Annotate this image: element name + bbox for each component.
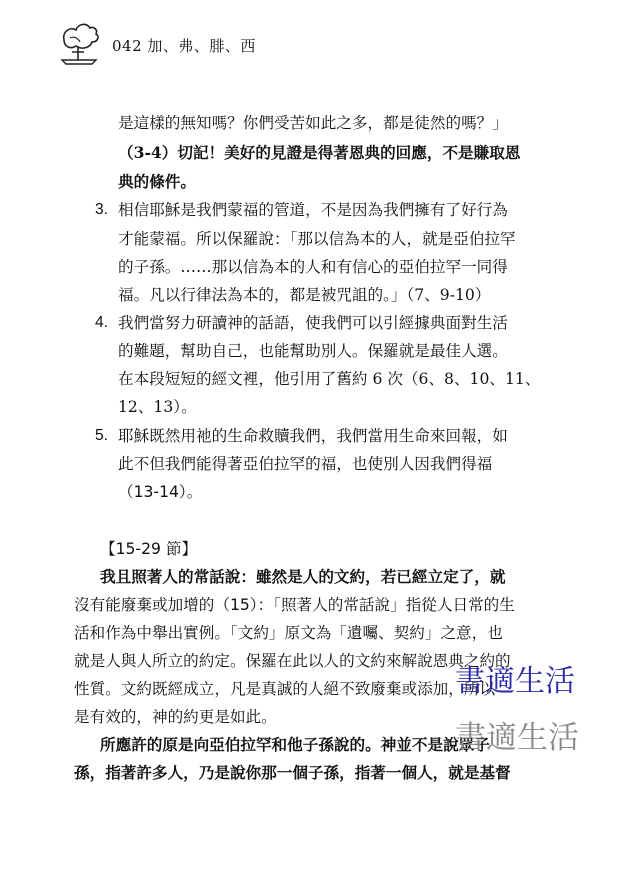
text-line: 的難題，幫助自己，也能幫助別人。保羅就是最佳人選。	[118, 342, 508, 360]
page-header	[56, 20, 256, 66]
list-number: 5.	[95, 427, 109, 444]
text-line: （3-4）切記！美好的見證是得著恩典的回應，不是賺取恩	[118, 143, 521, 162]
text-line: 此不但我們能得著亞伯拉罕的福，也使別人因我們得福	[118, 455, 493, 473]
dove-cross-logo	[56, 20, 102, 66]
section-heading: 【15-29 節】	[100, 540, 198, 558]
text-line: 是有效的，神的約更是如此。	[74, 708, 277, 726]
text-line: 典的條件。	[118, 172, 196, 191]
text-line: 我們當努力研讀神的話語，使我們可以引經據典面對生活	[118, 314, 508, 332]
text-line: 在本段短短的經文裡，他引用了舊約 6 次（6、8、10、11、	[118, 370, 541, 388]
text-line: 耶穌既然用祂的生命救贖我們，我們當用生命來回報，如	[118, 427, 508, 445]
watermark-gray: 書適生活	[455, 720, 579, 756]
text-line: 12、13）。	[118, 398, 197, 416]
list-number: 4.	[95, 314, 109, 331]
text-line: 沒有能廢棄或加增的（15）：「照著人的常話說」指從人日常的生	[74, 596, 515, 614]
text-line: 我且照著人的常話說：雖然是人的文約，若已經立定了，就	[100, 567, 506, 586]
text-line: 相信耶穌是我們蒙福的管道，不是因為我們擁有了好行為	[118, 201, 508, 219]
text-line: 福。凡以行律法為本的，都是被咒詛的。」（7、9-10）	[118, 286, 491, 304]
text-line: 活和作為中舉出實例。「文約」原文為「遺囑、契約」之意，也	[74, 624, 503, 642]
page-title: 042 加、弗、腓、西	[112, 36, 256, 55]
watermark-blue: 書適生活	[455, 664, 575, 699]
text-line: 性質。文約既經成立，凡是真誠的人絕不致廢棄或添加，所以	[74, 680, 496, 698]
text-line: （13-14）。	[118, 483, 203, 501]
list-number: 3.	[95, 201, 109, 218]
text-line: 所應許的原是向亞伯拉罕和他子孫說的。神並不是說眾子	[100, 735, 490, 754]
text-line: 就是人與人所立的約定。保羅在此以人的文約來解說恩典之約的	[74, 652, 511, 670]
text-line: 是這樣的無知嗎？你們受苦如此之多，都是徒然的嗎？」	[118, 114, 508, 132]
text-line: 才能蒙福。所以保羅說：「那以信為本的人，就是亞伯拉罕	[118, 230, 516, 248]
text-line: 的子孫。……那以信為本的人和有信心的亞伯拉罕一同得	[118, 258, 508, 276]
text-line: 孫，指著許多人，乃是說你那一個子孫，指著一個人，就是基督	[74, 763, 511, 782]
